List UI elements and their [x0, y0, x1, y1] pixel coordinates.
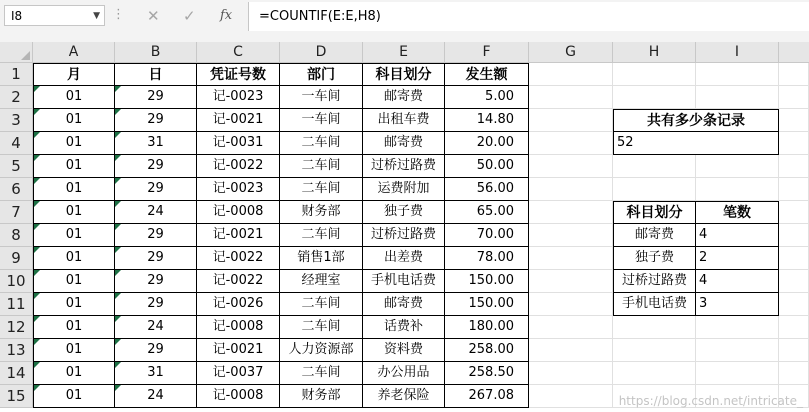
- cell-g3[interactable]: [529, 109, 613, 132]
- row-header-15[interactable]: 15: [0, 385, 33, 408]
- summary-count-10[interactable]: 4: [696, 270, 779, 293]
- count-box-value[interactable]: 52: [613, 132, 779, 155]
- table-cell-b11[interactable]: 29: [115, 293, 197, 316]
- number-as-text-warning-icon: [34, 362, 40, 368]
- cell-i13[interactable]: [696, 339, 779, 362]
- cell-i6[interactable]: [696, 178, 779, 201]
- table-cell-b13[interactable]: 29: [115, 339, 197, 362]
- cell-j1[interactable]: [779, 63, 809, 86]
- table-cell-b5[interactable]: 29: [115, 155, 197, 178]
- cell-i1[interactable]: [696, 63, 779, 86]
- number-as-text-warning-icon: [34, 224, 40, 230]
- cell-j4[interactable]: [779, 132, 809, 155]
- table-cell-b8[interactable]: 29: [115, 224, 197, 247]
- corner-triangle-icon: [21, 51, 30, 60]
- table-cell-f12[interactable]: 180.00: [445, 316, 529, 339]
- cell-g5[interactable]: [529, 155, 613, 178]
- cell-h13[interactable]: [613, 339, 696, 362]
- table-cell-a8[interactable]: 01: [33, 224, 115, 247]
- number-as-text-warning-icon: [34, 178, 40, 184]
- table-cell-c14[interactable]: 记-0037: [197, 362, 280, 385]
- table-cell-f5[interactable]: 50.00: [445, 155, 529, 178]
- formula-bar: [0, 0, 809, 34]
- summary-count-8[interactable]: 4: [696, 224, 779, 247]
- table-header-b[interactable]: 日: [115, 63, 197, 86]
- name-box-value: I8: [11, 9, 23, 23]
- row-header-13[interactable]: 13: [0, 339, 33, 362]
- table-cell-f10[interactable]: 150.00: [445, 270, 529, 293]
- cell-h12[interactable]: [613, 316, 696, 339]
- table-cell-c12[interactable]: 记-0008: [197, 316, 280, 339]
- column-header-g[interactable]: G: [529, 42, 613, 63]
- cell-g6[interactable]: [529, 178, 613, 201]
- table-cell-a13[interactable]: 01: [33, 339, 115, 362]
- cell-g10[interactable]: [529, 270, 613, 293]
- table-cell-c10[interactable]: 记-0022: [197, 270, 280, 293]
- table-cell-c8[interactable]: 记-0021: [197, 224, 280, 247]
- table-header-d[interactable]: 部门: [280, 63, 363, 86]
- number-as-text-warning-icon: [115, 362, 121, 368]
- table-cell-d4[interactable]: 二车间: [280, 132, 363, 155]
- number-as-text-warning-icon: [115, 316, 121, 322]
- table-cell-f2[interactable]: 5.00: [445, 86, 529, 109]
- grid-top-strip: [0, 33, 809, 42]
- cell-i2[interactable]: [696, 86, 779, 109]
- number-as-text-warning-icon: [34, 201, 40, 207]
- table-cell-b15[interactable]: 24: [115, 385, 197, 408]
- table-cell-e6[interactable]: 运费附加: [363, 178, 445, 201]
- cell-i12[interactable]: [696, 316, 779, 339]
- cell-g11[interactable]: [529, 293, 613, 316]
- table-cell-a15[interactable]: 01: [33, 385, 115, 408]
- cell-j3[interactable]: [779, 109, 809, 132]
- number-as-text-warning-icon: [34, 109, 40, 115]
- cell-j10[interactable]: [779, 270, 809, 293]
- column-header-c[interactable]: C: [197, 42, 280, 63]
- cell-i14[interactable]: [696, 362, 779, 385]
- table-header-a[interactable]: 月: [33, 63, 115, 86]
- table-cell-e12[interactable]: 话费补: [363, 316, 445, 339]
- cell-g12[interactable]: [529, 316, 613, 339]
- table-cell-d8[interactable]: 二车间: [280, 224, 363, 247]
- cell-j2[interactable]: [779, 86, 809, 109]
- table-cell-e10[interactable]: 手机电话费: [363, 270, 445, 293]
- column-header-j[interactable]: [779, 42, 809, 63]
- cell-i5[interactable]: [696, 155, 779, 178]
- count-box-title[interactable]: 共有多少条记录: [613, 109, 779, 132]
- row-header-9[interactable]: 9: [0, 247, 33, 270]
- table-cell-d15[interactable]: 财务部: [280, 385, 363, 408]
- table-cell-b9[interactable]: 29: [115, 247, 197, 270]
- table-cell-e14[interactable]: 办公用品: [363, 362, 445, 385]
- enter-icon[interactable]: ✓: [183, 7, 196, 25]
- table-header-e[interactable]: 科目划分: [363, 63, 445, 86]
- cell-j5[interactable]: [779, 155, 809, 178]
- column-header-f[interactable]: F: [445, 42, 529, 63]
- number-as-text-warning-icon: [34, 385, 40, 391]
- table-cell-f11[interactable]: 150.00: [445, 293, 529, 316]
- table-cell-b10[interactable]: 29: [115, 270, 197, 293]
- table-cell-d9[interactable]: 销售1部: [280, 247, 363, 270]
- column-header-h[interactable]: H: [613, 42, 696, 63]
- row-header-11[interactable]: 11: [0, 293, 33, 316]
- cell-g13[interactable]: [529, 339, 613, 362]
- table-cell-c11[interactable]: 记-0026: [197, 293, 280, 316]
- table-cell-a3[interactable]: 01: [33, 109, 115, 132]
- table-cell-d14[interactable]: 二车间: [280, 362, 363, 385]
- table-cell-c15[interactable]: 记-0008: [197, 385, 280, 408]
- chevron-down-icon[interactable]: ▼: [93, 11, 100, 21]
- table-cell-e15[interactable]: 养老保险: [363, 385, 445, 408]
- table-cell-b3[interactable]: 29: [115, 109, 197, 132]
- summary-header-h[interactable]: 科目划分: [613, 201, 696, 224]
- table-cell-d7[interactable]: 财务部: [280, 201, 363, 224]
- row-header-8[interactable]: 8: [0, 224, 33, 247]
- table-cell-d13[interactable]: 人力资源部: [280, 339, 363, 362]
- table-cell-c6[interactable]: 记-0023: [197, 178, 280, 201]
- table-header-c[interactable]: 凭证号数: [197, 63, 280, 86]
- row-header-10[interactable]: 10: [0, 270, 33, 293]
- table-cell-a7[interactable]: 01: [33, 201, 115, 224]
- table-cell-e5[interactable]: 过桥过路费: [363, 155, 445, 178]
- cell-g9[interactable]: [529, 247, 613, 270]
- cell-j9[interactable]: [779, 247, 809, 270]
- spreadsheet-grid: [0, 33, 809, 412]
- row-header-2[interactable]: 2: [0, 86, 33, 109]
- table-cell-d12[interactable]: 二车间: [280, 316, 363, 339]
- table-cell-f8[interactable]: 70.00: [445, 224, 529, 247]
- cell-h5[interactable]: [613, 155, 696, 178]
- cell-g8[interactable]: [529, 224, 613, 247]
- column-header-i[interactable]: I: [696, 42, 779, 63]
- column-header-e[interactable]: E: [363, 42, 445, 63]
- table-cell-d10[interactable]: 经理室: [280, 270, 363, 293]
- summary-category-8[interactable]: 邮寄费: [613, 224, 696, 247]
- summary-header-i[interactable]: 笔数: [696, 201, 779, 224]
- table-cell-e11[interactable]: 邮寄费: [363, 293, 445, 316]
- table-cell-e3[interactable]: 出租车费: [363, 109, 445, 132]
- summary-count-11[interactable]: 3: [696, 293, 779, 316]
- row-header-12[interactable]: 12: [0, 316, 33, 339]
- table-cell-c2[interactable]: 记-0023: [197, 86, 280, 109]
- number-as-text-warning-icon: [115, 178, 121, 184]
- cell-h1[interactable]: [613, 63, 696, 86]
- number-as-text-warning-icon: [34, 316, 40, 322]
- table-cell-e13[interactable]: 资料费: [363, 339, 445, 362]
- number-as-text-warning-icon: [115, 109, 121, 115]
- number-as-text-warning-icon: [34, 247, 40, 253]
- table-cell-f3[interactable]: 14.80: [445, 109, 529, 132]
- table-cell-c13[interactable]: 记-0021: [197, 339, 280, 362]
- cell-g14[interactable]: [529, 362, 613, 385]
- number-as-text-warning-icon: [34, 293, 40, 299]
- table-header-f[interactable]: 发生额: [445, 63, 529, 86]
- table-cell-d2[interactable]: 一车间: [280, 86, 363, 109]
- table-cell-c4[interactable]: 记-0031: [197, 132, 280, 155]
- cell-j7[interactable]: [779, 201, 809, 224]
- insert-function-icon[interactable]: fx: [220, 8, 233, 23]
- table-cell-f6[interactable]: 56.00: [445, 178, 529, 201]
- summary-count-9[interactable]: 2: [696, 247, 779, 270]
- number-as-text-warning-icon: [115, 385, 121, 391]
- summary-category-11[interactable]: 手机电话费: [613, 293, 696, 316]
- table-cell-a2[interactable]: 01: [33, 86, 115, 109]
- cell-h6[interactable]: [613, 178, 696, 201]
- table-cell-e2[interactable]: 邮寄费: [363, 86, 445, 109]
- table-cell-b7[interactable]: 24: [115, 201, 197, 224]
- cancel-icon[interactable]: ✕: [147, 7, 160, 25]
- cell-j13[interactable]: [779, 339, 809, 362]
- table-cell-f4[interactable]: 20.00: [445, 132, 529, 155]
- number-as-text-warning-icon: [115, 201, 121, 207]
- cell-g4[interactable]: [529, 132, 613, 155]
- number-as-text-warning-icon: [34, 132, 40, 138]
- cell-g15[interactable]: [529, 385, 613, 408]
- cell-j14[interactable]: [779, 362, 809, 385]
- cell-h14[interactable]: [613, 362, 696, 385]
- cell-j11[interactable]: [779, 293, 809, 316]
- row-header-4[interactable]: 4: [0, 132, 33, 155]
- row-header-3[interactable]: 3: [0, 109, 33, 132]
- number-as-text-warning-icon: [115, 224, 121, 230]
- column-header-b[interactable]: B: [115, 42, 197, 63]
- table-cell-e7[interactable]: 独子费: [363, 201, 445, 224]
- table-cell-d3[interactable]: 一车间: [280, 109, 363, 132]
- table-cell-e4[interactable]: 邮寄费: [363, 132, 445, 155]
- table-cell-f9[interactable]: 78.00: [445, 247, 529, 270]
- cell-g2[interactable]: [529, 86, 613, 109]
- number-as-text-warning-icon: [115, 132, 121, 138]
- summary-category-9[interactable]: 独子费: [613, 247, 696, 270]
- select-all-corner[interactable]: [0, 42, 33, 63]
- table-cell-a12[interactable]: 01: [33, 316, 115, 339]
- table-cell-a5[interactable]: 01: [33, 155, 115, 178]
- table-cell-a9[interactable]: 01: [33, 247, 115, 270]
- number-as-text-warning-icon: [115, 293, 121, 299]
- table-cell-a14[interactable]: 01: [33, 362, 115, 385]
- table-cell-f13[interactable]: 258.00: [445, 339, 529, 362]
- watermark-text: https://blog.csdn.net/intricate_: [618, 394, 803, 408]
- cell-j12[interactable]: [779, 316, 809, 339]
- row-header-6[interactable]: 6: [0, 178, 33, 201]
- number-as-text-warning-icon: [115, 86, 121, 92]
- table-cell-d5[interactable]: 二车间: [280, 155, 363, 178]
- formula-input[interactable]: =COUNTIF(E:E,H8): [248, 2, 809, 31]
- number-as-text-warning-icon: [34, 339, 40, 345]
- row-header-5[interactable]: 5: [0, 155, 33, 178]
- table-cell-d11[interactable]: 二车间: [280, 293, 363, 316]
- table-cell-b12[interactable]: 24: [115, 316, 197, 339]
- table-cell-f7[interactable]: 65.00: [445, 201, 529, 224]
- number-as-text-warning-icon: [115, 155, 121, 161]
- column-header-d[interactable]: D: [280, 42, 363, 63]
- table-cell-a11[interactable]: 01: [33, 293, 115, 316]
- table-cell-e9[interactable]: 出差费: [363, 247, 445, 270]
- number-as-text-warning-icon: [115, 270, 121, 276]
- table-cell-c5[interactable]: 记-0022: [197, 155, 280, 178]
- table-cell-d6[interactable]: 二车间: [280, 178, 363, 201]
- table-cell-c7[interactable]: 记-0008: [197, 201, 280, 224]
- row-header-7[interactable]: 7: [0, 201, 33, 224]
- cell-g7[interactable]: [529, 201, 613, 224]
- table-cell-a6[interactable]: 01: [33, 178, 115, 201]
- table-cell-a10[interactable]: 01: [33, 270, 115, 293]
- column-header-a[interactable]: A: [33, 42, 115, 63]
- table-cell-a4[interactable]: 01: [33, 132, 115, 155]
- number-as-text-warning-icon: [115, 339, 121, 345]
- number-as-text-warning-icon: [34, 86, 40, 92]
- table-cell-c9[interactable]: 记-0022: [197, 247, 280, 270]
- cell-j8[interactable]: [779, 224, 809, 247]
- table-cell-b6[interactable]: 29: [115, 178, 197, 201]
- table-cell-c3[interactable]: 记-0021: [197, 109, 280, 132]
- table-cell-f15[interactable]: 267.08: [445, 385, 529, 408]
- summary-category-10[interactable]: 过桥过路费: [613, 270, 696, 293]
- table-cell-b14[interactable]: 31: [115, 362, 197, 385]
- table-cell-e8[interactable]: 过桥过路费: [363, 224, 445, 247]
- cell-h2[interactable]: [613, 86, 696, 109]
- table-cell-f14[interactable]: 258.50: [445, 362, 529, 385]
- name-box[interactable]: [4, 5, 105, 26]
- cell-j6[interactable]: [779, 178, 809, 201]
- row-header-14[interactable]: 14: [0, 362, 33, 385]
- row-header-1[interactable]: 1: [0, 63, 33, 86]
- table-cell-b4[interactable]: 31: [115, 132, 197, 155]
- number-as-text-warning-icon: [34, 155, 40, 161]
- number-as-text-warning-icon: [115, 247, 121, 253]
- drag-handle-icon[interactable]: ⋮: [112, 7, 125, 22]
- table-cell-b2[interactable]: 29: [115, 86, 197, 109]
- cell-g1[interactable]: [529, 63, 613, 86]
- number-as-text-warning-icon: [34, 270, 40, 276]
